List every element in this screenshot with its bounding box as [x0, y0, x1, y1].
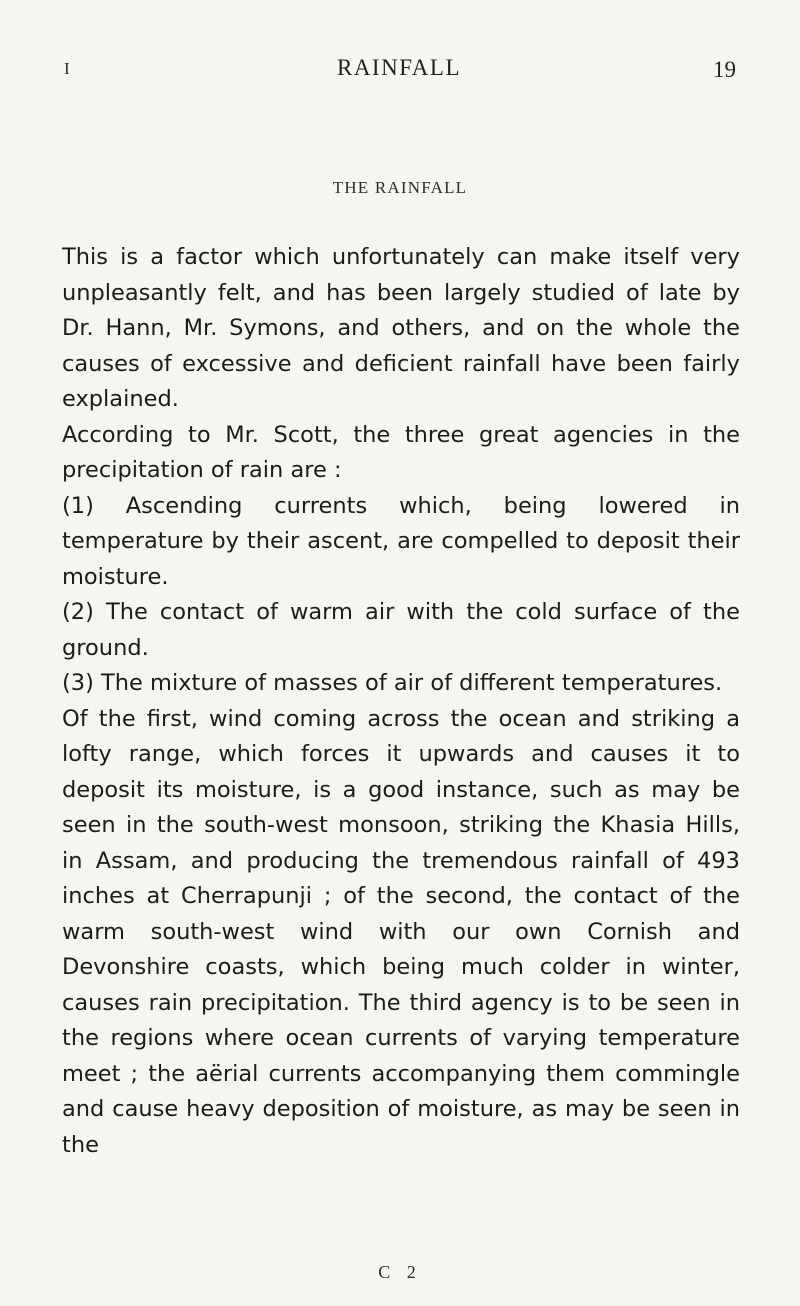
paragraph-item-1: (1) Ascending currents which, being lowered in temperature by their ascent, are compelled to deposit their moisture.: [62, 492, 740, 590]
page-number: 19: [713, 57, 736, 82]
paragraph-item-3: (3) The mixture of masses of air of different temperatures.: [62, 670, 723, 696]
body-text: [62, 240, 740, 1163]
chapter-number: I: [64, 59, 70, 78]
paragraph-discussion: Of the first, wind coming across the ocean and striking a lofty range, which forces it upwards and causes it to deposit its moisture, is a good instance, such as may be seen in the south-west monsoon, striking the Khasia Hills, in Assam, and producing the tremendous rainfall of 493 inches at Cherrapunji ; of the second, the contact of the warm south-west wind with our own Cornish and Devonshire coasts, which being much colder in winter, causes rain precipitation. The third agency is to be seen in the regions where ocean currents of varying temperature meet ; the aërial currents accompanying them commingle and cause heavy deposition of moisture, as may be seen in the: [62, 705, 740, 1158]
signature-mark: C 2: [378, 1262, 422, 1282]
running-header: [54, 55, 744, 89]
running-title: RAINFALL: [336, 55, 461, 80]
paragraph-item-2: (2) The contact of warm air with the cold surface of the ground.: [62, 599, 740, 661]
paragraph-agencies: According to Mr. Scott, the three great agencies in the precipitation of rain are :: [62, 421, 740, 483]
paragraph-intro: This is a factor which unfortunately can make itself very unpleasantly felt, and has been largely studied of late by Dr. Hann, Mr. Symons, and others, and on the whole the causes of excessive and deficient rainfall have been fairly explained.: [62, 244, 740, 412]
section-title: THE RAINFALL: [332, 178, 468, 197]
